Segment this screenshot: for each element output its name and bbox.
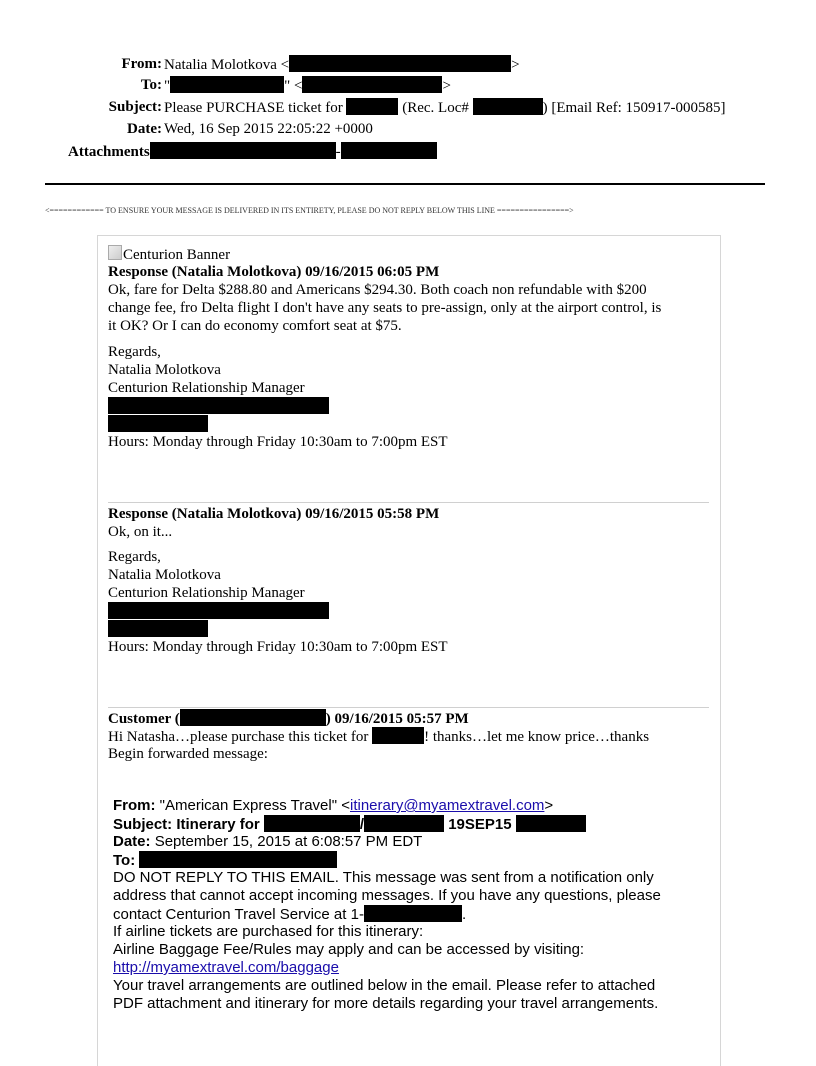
centurion-banner <box>108 245 230 264</box>
response-2-body: Ok, on it... <box>108 524 173 540</box>
fwd-date-value: September 15, 2015 at 6:08:57 PM EDT <box>154 833 423 850</box>
customer-line-2: Begin forwarded message: <box>108 746 268 762</box>
response-2-heading: Response (Natalia Molotkova) 09/16/2015 05:58 PM <box>108 506 440 522</box>
fwd-body-7: PDF attachment and itinerary for more details regarding your travel arrangements. <box>113 995 659 1012</box>
redacted-recloc <box>473 98 543 115</box>
redacted-phone <box>364 905 462 922</box>
fwd-subject: Subject: Itinerary for / 19SEP15 <box>113 815 586 834</box>
fwd-body-2: address that cannot accept incoming messages. If you have any questions, please <box>113 887 661 904</box>
attachments-label: Attachments <box>68 144 150 160</box>
fwd-date-label: Date: <box>113 833 151 850</box>
from-value: Natalia Molotkova < > <box>164 57 520 73</box>
redacted-customer-name <box>180 709 326 726</box>
date-value: Wed, 16 Sep 2015 22:05:22 +0000 <box>164 121 373 137</box>
redacted-fwd-subject-3 <box>516 815 586 832</box>
r2-redacted-contact-1 <box>108 602 329 619</box>
r1-signature-role: Centurion Relationship Manager <box>108 380 305 396</box>
fwd-body-3-pre: contact Centurion Travel Service at 1- <box>113 906 364 923</box>
redacted-fwd-subject-1 <box>264 815 360 832</box>
fwd-date <box>113 833 422 851</box>
customer-line-1-post: ! thanks…let me know price…thanks <box>424 729 650 745</box>
fwd-baggage-link-row <box>113 959 339 977</box>
r1-hours: Hours: Monday through Friday 10:30am to 7:00pm EST <box>108 434 448 450</box>
fwd-body-6: Your travel arrangements are outlined below in the email. Please refer to attached <box>113 977 656 994</box>
fwd-subject-label: Subject: Itinerary for <box>113 816 260 833</box>
from-name: Natalia Molotkova < <box>164 57 290 73</box>
customer-line-1 <box>108 727 649 746</box>
message-divider-2 <box>108 707 709 708</box>
fwd-body-3 <box>113 905 466 924</box>
fwd-from-email-link[interactable]: itinerary@myamextravel.com <box>349 797 545 814</box>
r1-redacted-contact-1 <box>108 397 329 414</box>
redacted-attachment-1[interactable] <box>150 142 336 159</box>
r1-regards: Regards, <box>108 344 161 360</box>
date-label: Date: <box>127 121 162 137</box>
r2-regards: Regards, <box>108 549 161 565</box>
redacted-email <box>289 55 511 72</box>
fwd-to <box>113 851 337 870</box>
fwd-from <box>113 797 553 815</box>
fwd-to-label: To: <box>113 852 136 869</box>
banner-alt: Centurion Banner <box>123 247 231 263</box>
fwd-from-value: "American Express Travel" < <box>159 797 350 814</box>
r1-signature-name: Natalia Molotkova <box>108 362 221 378</box>
fwd-subject-date: 19SEP15 <box>448 816 512 833</box>
subject-text: Please PURCHASE ticket for <box>164 100 343 116</box>
redacted-passenger <box>346 98 398 115</box>
redacted-fwd-subject-2 <box>364 815 444 832</box>
baggage-link[interactable]: http://myamextravel.com/baggage <box>113 959 339 976</box>
redacted-passenger-2 <box>372 727 424 744</box>
redacted-to-email <box>302 76 442 93</box>
r2-redacted-contact-2 <box>108 620 208 637</box>
customer-heading <box>108 709 469 728</box>
subject-recloc: (Rec. Loc# <box>402 100 469 116</box>
r2-signature-role: Centurion Relationship Manager <box>108 585 305 601</box>
attachments-row: Attachments - <box>68 142 437 161</box>
redacted-fwd-to <box>139 851 337 868</box>
message-divider-1 <box>108 502 709 503</box>
fwd-body-1: DO NOT REPLY TO THIS EMAIL. This message was sent from a notification only <box>113 869 654 886</box>
from-label: From: <box>121 56 162 72</box>
r1-redacted-contact-2 <box>108 415 208 432</box>
broken-image-icon <box>108 245 122 260</box>
fwd-body-4: If airline tickets are purchased for this itinerary: <box>113 923 424 940</box>
response-1-line-2: change fee, fro Delta flight I don't have any seats to pre-assign, only at the airport control, is <box>108 300 662 316</box>
fwd-body-5: Airline Baggage Fee/Rules may apply and can be accessed by visiting: <box>113 941 585 958</box>
fwd-from-label: From: <box>113 797 156 814</box>
customer-heading-pre: Customer ( <box>108 711 180 727</box>
subject-value <box>164 98 726 117</box>
header-divider <box>45 183 765 185</box>
redacted-attachment-2[interactable] <box>341 142 437 159</box>
subject-ref: ) [Email Ref: 150917-000585] <box>542 100 726 116</box>
reply-line-notice: <============ TO ENSURE YOUR MESSAGE IS DELIVERED IN ITS ENTIRETY, PLEASE DO NOT REPLY BELOW THIS LINE ================> <box>45 206 574 215</box>
fwd-from-close: > <box>544 797 554 814</box>
redacted-to-name <box>170 76 284 93</box>
fwd-body-3-post: . <box>461 906 467 923</box>
customer-heading-post: ) 09/16/2015 05:57 PM <box>325 711 469 727</box>
response-1-heading: Response (Natalia Molotkova) 09/16/2015 06:05 PM <box>108 264 440 280</box>
to-value: " " < > <box>164 78 451 94</box>
r2-signature-name: Natalia Molotkova <box>108 567 221 583</box>
response-1-line-1: Ok, fare for Delta $288.80 and Americans $294.30. Both coach non refundable with $200 <box>108 282 647 298</box>
customer-line-1-pre: Hi Natasha…please purchase this ticket for <box>108 729 369 745</box>
subject-label: Subject: <box>108 99 162 115</box>
r2-hours: Hours: Monday through Friday 10:30am to 7:00pm EST <box>108 639 448 655</box>
to-label: To: <box>140 77 162 93</box>
response-1-line-3: it OK? Or I can do economy comfort seat at $75. <box>108 318 402 334</box>
